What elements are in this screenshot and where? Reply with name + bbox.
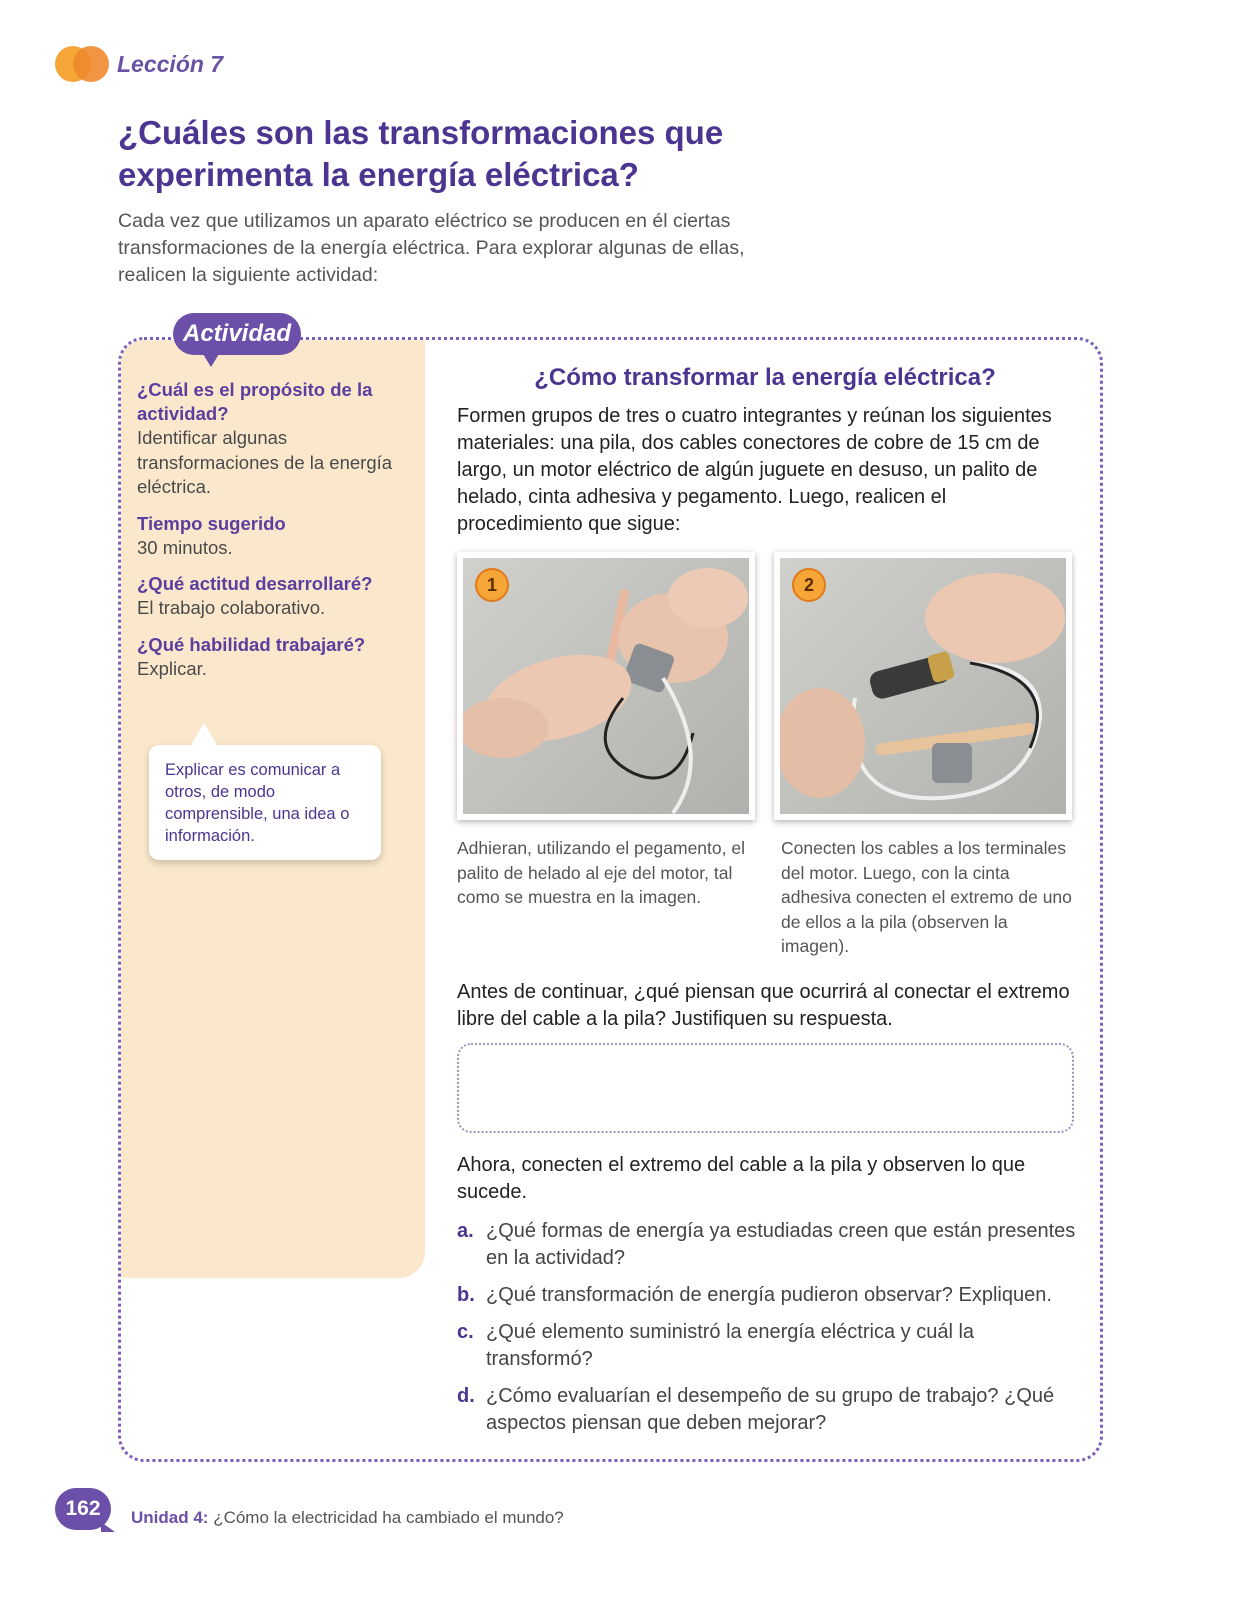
step-1-caption: Adhieran, utilizando el pegamento, el palito de helado al eje del motor, tal como se muestra en la imagen. [457, 838, 745, 907]
list-text: ¿Cómo evaluarían el desempeño de su grupo de trabajo? ¿Qué aspectos piensan que deben mejorar? [486, 1385, 1055, 1434]
info-answer: Explicar. [137, 657, 207, 679]
footer-unit-title: ¿Cómo la electricidad ha cambiado el mundo? [213, 1508, 564, 1527]
list-letter: a. [457, 1220, 474, 1242]
list-text: ¿Qué formas de energía ya estudiadas creen que están presentes en la actividad? [486, 1220, 1076, 1269]
battery-circuit-illustration [780, 558, 1066, 814]
list-letter: c. [457, 1321, 474, 1343]
lesson-label: Lección 7 [117, 50, 224, 77]
info-question: ¿Qué habilidad trabajaré? [137, 633, 366, 655]
hands-motor-illustration [463, 558, 749, 814]
list-item [457, 1218, 1077, 1272]
page-number: 162 [55, 1488, 111, 1530]
tip-bubble: Explicar es comunicar a otros, de modo comprensible, una idea o información. [149, 745, 381, 860]
instruction-paragraph: Ahora, conecten el extremo del cable a la pila y observen lo que sucede. [457, 1154, 1026, 1203]
list-letter: b. [457, 1284, 475, 1306]
list-text: ¿Qué transformación de energía pudieron observar? Expliquen. [486, 1284, 1052, 1306]
list-item [457, 1282, 1077, 1309]
activity-heading: ¿Cómo transformar la energía eléctrica? [534, 364, 996, 391]
question-list [457, 1218, 1077, 1447]
list-item [457, 1319, 1077, 1373]
intro-paragraph: Cada vez que utilizamos un aparato eléctrico se producen en él ciertas transformaciones de la energía eléctrica. Para explorar algunas de ellas, realicen la siguiente actividad: [118, 210, 745, 286]
step-1-photo [457, 552, 755, 820]
info-question: Tiempo sugerido [137, 512, 286, 534]
list-text: ¿Qué elemento suministró la energía eléctrica y cuál la transformó? [486, 1321, 975, 1370]
info-question: ¿Cuál es el propósito de la actividad? [137, 379, 373, 424]
step-2-photo [774, 552, 1072, 820]
list-item [457, 1383, 1077, 1437]
activity-label: Actividad [173, 313, 301, 355]
materials-paragraph: Formen grupos de tres o cuatro integrantes y reúnan los siguientes materiales: una pila, dos cables conectores de cobre de 15 cm de largo, un motor eléctrico de algún juguete en desuso, un palito de helado, cinta adhesiva y pegamento. Luego, realicen el procedimiento que sigue: [457, 405, 1052, 535]
answer-box[interactable] [457, 1043, 1074, 1133]
step-number: 1 [475, 568, 509, 602]
page-title: ¿Cuáles son las transformaciones que experimenta la energía eléctrica? [118, 114, 724, 193]
prediction-question: Antes de continuar, ¿qué piensan que ocurrirá al conectar el extremo libre del cable a la pila? Justifiquen su respuesta. [457, 981, 1070, 1030]
step-2-caption: Conecten los cables a los terminales del motor. Luego, con la cinta adhesiva conecten el extremo de uno de ellos a la pila (observen la imagen). [781, 838, 1072, 956]
footer [131, 1508, 564, 1528]
lesson-tag [55, 46, 223, 82]
info-answer: El trabajo colaborativo. [137, 597, 326, 618]
info-answer: Identificar algunas transformaciones de la energía eléctrica. [137, 427, 393, 497]
activity-info [137, 378, 407, 693]
step-number: 2 [792, 568, 826, 602]
lesson-circles-icon [55, 46, 111, 82]
info-question: ¿Qué actitud desarrollaré? [137, 573, 373, 594]
info-answer: 30 minutos. [137, 536, 233, 558]
footer-unit: Unidad 4: [131, 1508, 209, 1527]
list-letter: d. [457, 1385, 475, 1407]
